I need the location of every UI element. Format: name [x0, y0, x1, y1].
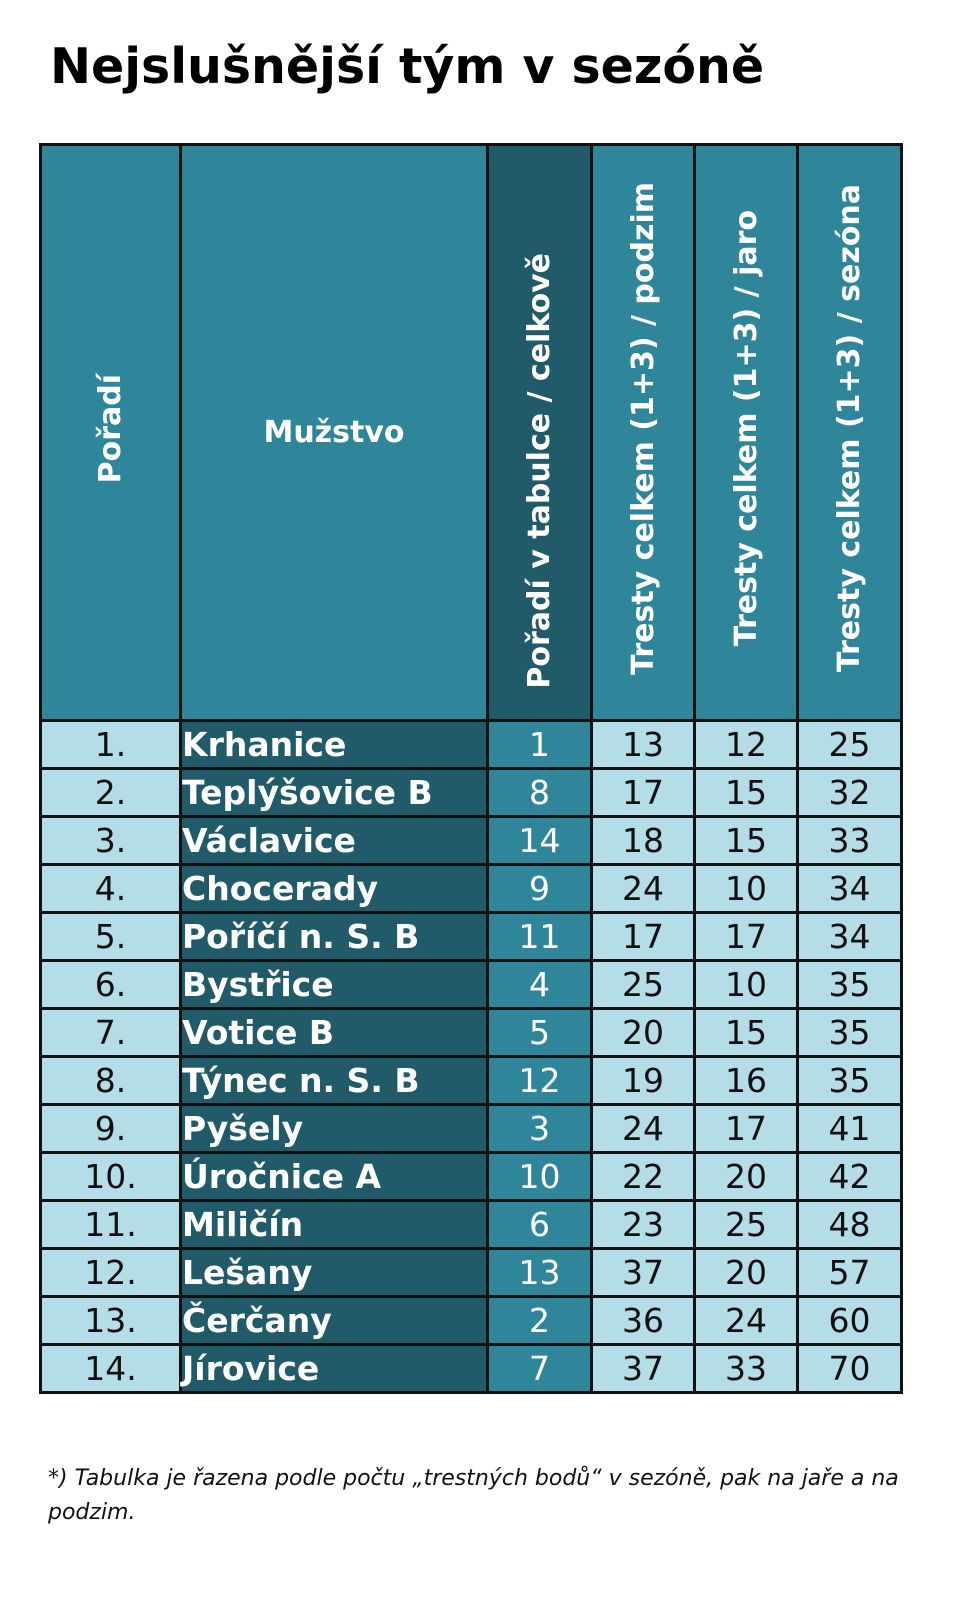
autumn-cell: 22	[592, 1153, 695, 1201]
spring-cell: 25	[695, 1201, 798, 1249]
table-rank-cell: 6	[488, 1201, 592, 1249]
header-team-label: Mužstvo	[263, 415, 405, 450]
table-rank-cell: 4	[488, 961, 592, 1009]
team-cell: Votice B	[181, 1009, 488, 1057]
autumn-cell: 36	[592, 1297, 695, 1345]
team-cell: Teplýšovice B	[181, 769, 488, 817]
header-season	[798, 145, 902, 721]
spring-cell: 20	[695, 1153, 798, 1201]
header-season-label: Tresty celkem (1+3) / sezóna	[832, 184, 867, 673]
season-cell: 41	[798, 1105, 902, 1153]
season-cell: 34	[798, 913, 902, 961]
spring-cell: 10	[695, 865, 798, 913]
table-rank-cell: 12	[488, 1057, 592, 1105]
table-row	[41, 1105, 902, 1153]
team-cell: Miličín	[181, 1201, 488, 1249]
table-rank-cell: 8	[488, 769, 592, 817]
table-row	[41, 913, 902, 961]
spring-cell: 10	[695, 961, 798, 1009]
autumn-cell: 17	[592, 913, 695, 961]
season-cell: 25	[798, 721, 902, 769]
season-cell: 57	[798, 1249, 902, 1297]
rank-cell: 2.	[41, 769, 181, 817]
spring-cell: 12	[695, 721, 798, 769]
rank-cell: 13.	[41, 1297, 181, 1345]
season-cell: 33	[798, 817, 902, 865]
spring-cell: 15	[695, 1009, 798, 1057]
team-cell: Pyšely	[181, 1105, 488, 1153]
autumn-cell: 20	[592, 1009, 695, 1057]
season-cell: 34	[798, 865, 902, 913]
spring-cell: 17	[695, 1105, 798, 1153]
header-autumn-label: Tresty celkem (1+3) / podzim	[625, 182, 661, 675]
table-row	[41, 1201, 902, 1249]
table-row	[41, 1345, 902, 1393]
team-cell: Bystřice	[181, 961, 488, 1009]
autumn-cell: 24	[592, 865, 695, 913]
season-cell: 32	[798, 769, 902, 817]
team-cell: Lešany	[181, 1249, 488, 1297]
season-cell: 70	[798, 1345, 902, 1393]
season-cell: 42	[798, 1153, 902, 1201]
rank-cell: 4.	[41, 865, 181, 913]
team-cell: Chocerady	[181, 865, 488, 913]
header-team	[181, 145, 488, 721]
autumn-cell: 24	[592, 1105, 695, 1153]
spring-cell: 20	[695, 1249, 798, 1297]
season-cell: 35	[798, 961, 902, 1009]
rank-cell: 3.	[41, 817, 181, 865]
autumn-cell: 25	[592, 961, 695, 1009]
footnote: *) Tabulka je řazena podle počtu „trestných bodů“ v sezóně, pak na jaře a na podzim.	[48, 1466, 899, 1525]
table-rank-cell: 2	[488, 1297, 592, 1345]
rank-cell: 14.	[41, 1345, 181, 1393]
table-rank-cell: 1	[488, 721, 592, 769]
table-row	[41, 1009, 902, 1057]
table-row	[41, 1249, 902, 1297]
team-cell: Poříčí n. S. B	[181, 913, 488, 961]
autumn-cell: 23	[592, 1201, 695, 1249]
spring-cell: 17	[695, 913, 798, 961]
table-rank-cell: 7	[488, 1345, 592, 1393]
autumn-cell: 18	[592, 817, 695, 865]
spring-cell: 15	[695, 817, 798, 865]
table-rank-cell: 14	[488, 817, 592, 865]
table-rank-cell: 10	[488, 1153, 592, 1201]
header-spring	[695, 145, 798, 721]
rank-cell: 9.	[41, 1105, 181, 1153]
team-cell: Úročnice A	[181, 1153, 488, 1201]
rank-cell: 10.	[41, 1153, 181, 1201]
table-row	[41, 1297, 902, 1345]
page-title: Nejslušnější tým v sezóně	[50, 38, 765, 95]
team-cell: Jírovice	[181, 1345, 488, 1393]
header-table-rank-label: Pořadí v tabulce / celkově	[522, 252, 557, 689]
spring-cell: 33	[695, 1345, 798, 1393]
autumn-cell: 17	[592, 769, 695, 817]
table-row	[41, 817, 902, 865]
season-cell: 35	[798, 1009, 902, 1057]
table-row	[41, 1153, 902, 1201]
spring-cell: 24	[695, 1297, 798, 1345]
season-cell: 60	[798, 1297, 902, 1345]
header-table-rank	[488, 145, 592, 721]
table-rank-cell: 13	[488, 1249, 592, 1297]
rank-cell: 7.	[41, 1009, 181, 1057]
autumn-cell: 37	[592, 1249, 695, 1297]
table-row	[41, 865, 902, 913]
team-cell: Čerčany	[181, 1297, 488, 1345]
rank-cell: 12.	[41, 1249, 181, 1297]
table-rank-cell: 5	[488, 1009, 592, 1057]
table-header-row	[41, 145, 902, 721]
header-rank-label: Pořadí	[93, 373, 128, 484]
team-cell: Václavice	[181, 817, 488, 865]
team-cell: Krhanice	[181, 721, 488, 769]
season-cell: 35	[798, 1057, 902, 1105]
rank-cell: 8.	[41, 1057, 181, 1105]
spring-cell: 15	[695, 769, 798, 817]
team-cell: Týnec n. S. B	[181, 1057, 488, 1105]
header-rank	[41, 145, 181, 721]
autumn-cell: 13	[592, 721, 695, 769]
table-rank-cell: 11	[488, 913, 592, 961]
table-row	[41, 721, 902, 769]
rank-cell: 5.	[41, 913, 181, 961]
table-row	[41, 961, 902, 1009]
table-rank-cell: 9	[488, 865, 592, 913]
rank-cell: 6.	[41, 961, 181, 1009]
penalty-table	[39, 143, 903, 1394]
rank-cell: 1.	[41, 721, 181, 769]
table-row	[41, 769, 902, 817]
season-cell: 48	[798, 1201, 902, 1249]
rank-cell: 11.	[41, 1201, 181, 1249]
header-spring-label: Tresty celkem (1+3) / jaro	[728, 210, 764, 647]
table-rank-cell: 3	[488, 1105, 592, 1153]
header-autumn	[592, 145, 695, 721]
spring-cell: 16	[695, 1057, 798, 1105]
table-row	[41, 1057, 902, 1105]
autumn-cell: 19	[592, 1057, 695, 1105]
autumn-cell: 37	[592, 1345, 695, 1393]
